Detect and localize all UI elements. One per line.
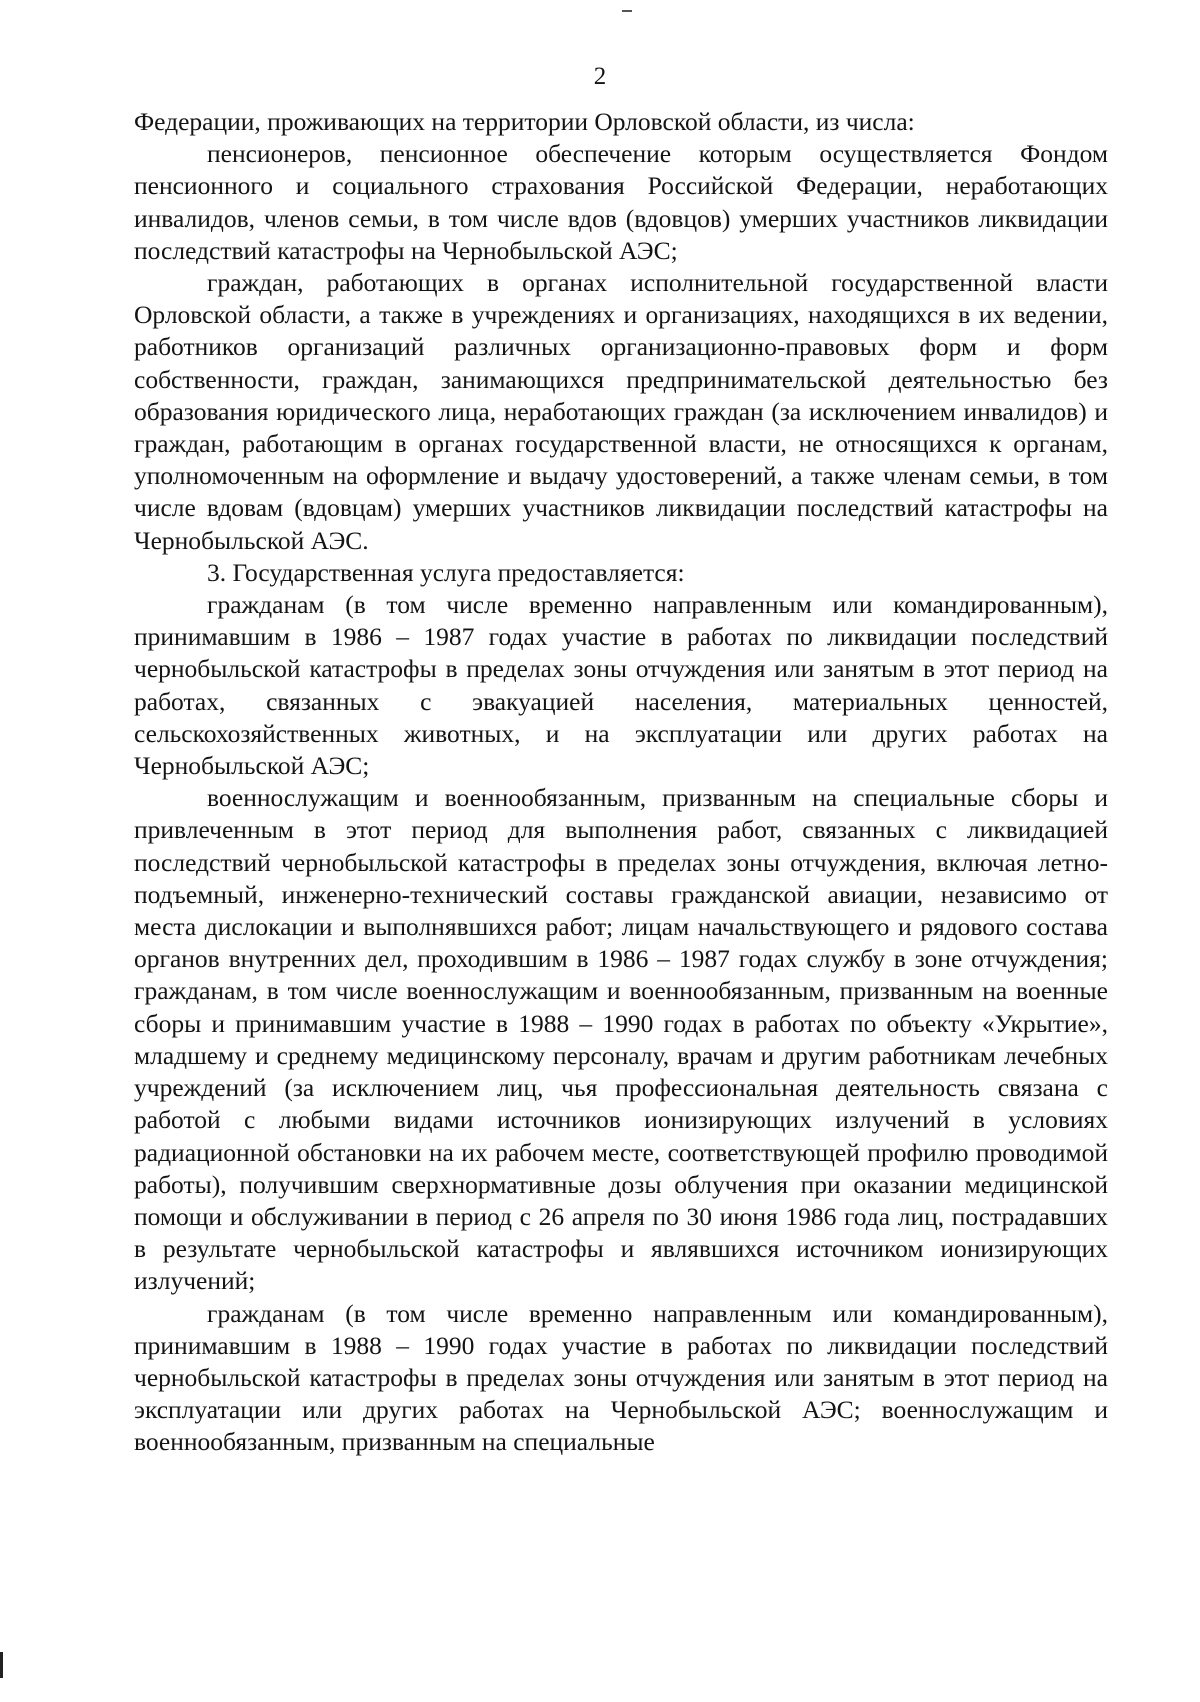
scan-artifact-left [0,1652,3,1678]
paragraph-section-3-heading: 3. Государственная услуга предоставляется: [207,557,685,587]
paragraph-government-workers: граждан, работающих в органах исполнительной государственной власти Орловской области, а также в учреждениях и организациях, находящихся в их ведении, работников организаций различных организационно-правовых форм и форм собственности, граждан, занимающихся предпринимательской деятельностью без образования юридического лица, неработающих граждан (за исключением инвалидов) и граждан, работающим в органах государственной власти, не относящихся к органам, уполномоченным на оформление и выдачу удостоверений, а также членам семьи, в том числе вдовам (вдовцам) умерших участников ликвидации последствий катастрофы на Чернобыльской АЭС. [134,268,1108,555]
paragraph-citizens-1988-1990: гражданам (в том числе временно направленным или командированным), принимавшим в 1988 – 1990 годах участие в работах по ликвидации последствий чернобыльской катастрофы в пределах зоны отчуждения или занятым в этот период на эксплуатации или других работах на Чернобыльской АЭС; военнослужащим и военнообязанным, призванным на специальные [134,1298,1108,1457]
paragraph-pensioners: пенсионеров, пенсионное обеспечение которым осуществляется Фондом пенсионного и социального страхования Российской Федерации, неработающих инвалидов, членов семьи, в том числе вдов (вдовцов) умерших участников ликвидации последствий катастрофы на Чернобыльской АЭС; [134,139,1108,265]
document-body [134,106,1108,1459]
paragraph-continuation: Федерации, проживающих на территории Орловской области, из числа: [134,107,915,136]
paragraph-citizens-1986-1987: гражданам (в том числе временно направленным или командированным), принимавшим в 1986 – 1987 годах участие в работах по ликвидации последствий чернобыльской катастрофы в пределах зоны отчуждения или занятым в этот период на работах, связанных с эвакуацией населения, материальных ценностей, сельскохозяйственных животных, и на эксплуатации или других работах на Чернобыльской АЭС; [134,590,1108,781]
scan-artifact-top [622,10,632,12]
paragraph-military-personnel: военнослужащим и военнообязанным, призванным на специальные сборы и привлеченным в этот период для выполнения работ, связанных с ликвидацией последствий чернобыльской катастрофы в пределах зоны отчуждения, включая летно-подъемный, инженерно-технический составы гражданской авиации, независимо от места дислокации и выполнявшихся работ; лицам начальствующего и рядового состава органов внутренних дел, проходившим в 1986 – 1987 годах службу в зоне отчуждения; гражданам, в том числе военнослужащим и военнообязанным, призванным на военные сборы и принимавшим участие в 1988 – 1990 годах в работах по объекту «Укрытие», младшему и среднему медицинскому персоналу, врачам и другим работникам лечебных учреждений (за исключением лиц, чья профессиональная деятельность связана с работой с любыми видами источников ионизирующих излучений в условиях радиационной обстановки на их рабочем месте, соответствующей профилю проводимой работы), получившим сверхнормативные дозы облучения при оказании медицинской помощи и обслуживании в период с 26 апреля по 30 июня 1986 года лиц, пострадавших в результате чернобыльской катастрофы и являвшихся источником ионизирующих излучений; [134,783,1108,1296]
page-number: 2 [593,63,607,90]
